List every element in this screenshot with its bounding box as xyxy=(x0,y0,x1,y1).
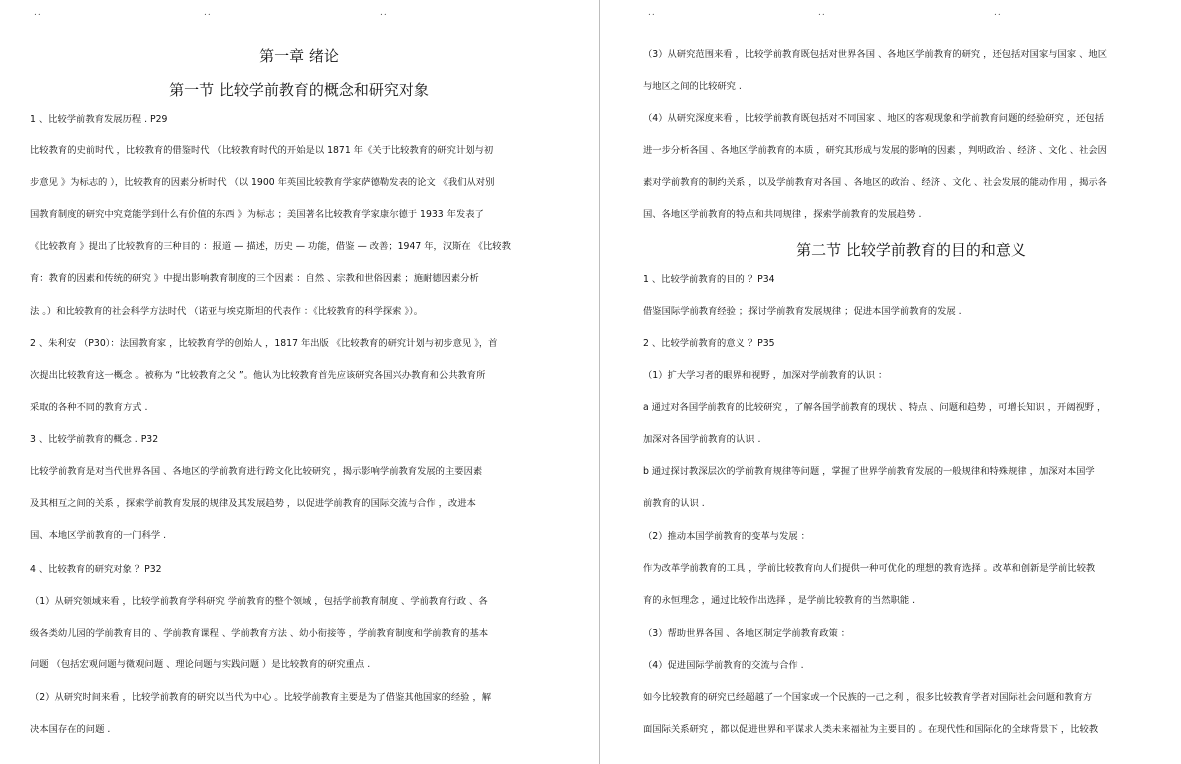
header-mark: .. xyxy=(204,8,212,18)
header-mark: .. xyxy=(994,8,1002,18)
document-page-right xyxy=(601,0,1181,764)
header-mark: .. xyxy=(818,8,826,18)
paragraph-line: a 通过对各国学前教育的比较研究 ，了解各国学前教育的现状 、特点 、问题和趋势 ，可增长知识 ，开阔视野 ， xyxy=(643,402,1107,413)
paragraph-line: （3）帮助世界各国 、各地区制定学前教育政策 ： xyxy=(643,628,851,639)
header-mark: .. xyxy=(380,8,388,18)
paragraph-line: 2 、朱利安 （P30）：法国教育家 ，比较教育学的创始人 ，1817 年出版 《比较教育的研究计划与初步意见 》，首 xyxy=(30,338,498,349)
paragraph-line: 3 、比较学前教育的概念 . P32 xyxy=(30,434,159,445)
paragraph-line: b 通过探讨教深层次的学前教育规律等问题 ，掌握了世界学前教育发展的一般规律和特殊规律 ，加深对本国学 xyxy=(643,466,1095,477)
paragraph-line: （4）从研究深度来看 ，比较学前教育既包括对不同国家 、地区的客观现象和学前教育问题的经验研究 ，还包括 xyxy=(643,113,1105,124)
paragraph-line: 问题 （包括宏观问题与微观问题 、理论问题与实践问题 ）是比较教育的研究重点 . xyxy=(30,659,371,670)
chapter-title: 第一章 绪论 xyxy=(259,47,339,65)
paragraph-line: （4）促进国际学前教育的交流与合作 . xyxy=(643,660,804,671)
paragraph-line: 进一步分析各国 、各地区学前教育的本质 ，研究其形成与发展的影响的因素 ，判明政治 、经济 、文化 、社会因 xyxy=(643,145,1107,156)
paragraph-line: 国教育制度的研究中究竟能学到什么有价值的东西 》为标志 ；美国著名比较教育学家康尔德于 1933 年发表了 xyxy=(30,209,484,220)
paragraph-line: 次提出比较教育这一概念 。被称为 “比较教育之父 ”。他认为比较教育首先应该研究各国兴办教育和公共教育所 xyxy=(30,370,486,381)
paragraph-line: 2 、比较学前教育的意义 ？P35 xyxy=(643,338,775,349)
paragraph-line: 法 。）和比较教育的社会科学方法时代 （诺亚与埃克斯坦的代表作 ：《比较教育的科学探索 》）。 xyxy=(30,306,423,317)
paragraph-line: 4 、比较教育的研究对象 ？P32 xyxy=(30,564,162,575)
paragraph-line: 《比较教育 》提出了比较教育的三种目的 ：报道 — 描述，历史 — 功能，借鉴 — 改善；1947 年，汉斯在 《比较教 xyxy=(30,241,511,252)
header-mark: .. xyxy=(648,8,656,18)
paragraph-line: 步意见 》为标志的 ），比较教育的因素分析时代 （以 1900 年英国比较教育学家萨德勒发表的论文 《我们从对别 xyxy=(30,177,495,188)
paragraph-line: （3）从研究范围来看 ，比较学前教育既包括对世界各国 、各地区学前教育的研究 ，还包括对国家与国家 、地区 xyxy=(643,49,1107,60)
paragraph-line: （2）从研究时间来看 ，比较学前教育的研究以当代为中心 。比较学前教育主要是为了借鉴其他国家的经验 ，解 xyxy=(30,692,492,703)
paragraph-line: 前教育的认识 . xyxy=(643,498,705,509)
paragraph-line: 借鉴国际学前教育经验 ；探讨学前教育发展规律 ；促进本国学前教育的发展 . xyxy=(643,306,962,317)
section-title: 第二节 比较学前教育的目的和意义 xyxy=(796,241,1026,259)
paragraph-line: 采取的各种不同的教育方式 . xyxy=(30,402,148,413)
paragraph-line: 加深对各国学前教育的认识 . xyxy=(643,434,761,445)
paragraph-line: 比较教育的史前时代 ，比较教育的借鉴时代 （比较教育时代的开始是以 1871 年《关于比较教育的研究计划与初 xyxy=(30,145,494,156)
paragraph-line: 面国际关系研究 ，都以促进世界和平谋求人类未来福祉为主要目的 。在现代性和国际化的全球背景下 ，比较教 xyxy=(643,724,1099,735)
paragraph-line: 比较学前教育是对当代世界各国 、各地区的学前教育进行跨文化比较研究 ，揭示影响学前教育发展的主要因素 xyxy=(30,466,483,477)
section-title: 第一节 比较学前教育的概念和研究对象 xyxy=(169,81,429,99)
paragraph-line: 育：教育的因素和传统的研究 》中提出影响教育制度的三个因素 ：自然 、宗教和世俗因素 ；施耐德因素分析 xyxy=(30,273,479,284)
paragraph-line: 1 、比较学前教育发展历程 . P29 xyxy=(30,114,168,125)
paragraph-line: （2）推动本国学前教育的变革与发展 ： xyxy=(643,531,810,542)
paragraph-line: 1 、比较学前教育的目的 ？P34 xyxy=(643,274,775,285)
paragraph-line: 级各类幼儿园的学前教育目的 、学前教育课程 、学前教育方法 、幼小衔接等 ，学前教育制度和学前教育的基本 xyxy=(30,628,489,639)
paragraph-line: 国、本地区学前教育的一门科学 . xyxy=(30,530,167,541)
paragraph-line: 素对学前教育的制约关系 ，以及学前教育对各国 、各地区的政治 、经济 、文化 、社会发展的能动作用 ，揭示各 xyxy=(643,177,1107,188)
paragraph-line: 决本国存在的问题 . xyxy=(30,724,111,735)
paragraph-line: 育的永恒理念 ，通过比较作出选择 ，是学前比较教育的当然职能 . xyxy=(643,595,916,606)
header-mark: .. xyxy=(34,8,42,18)
paragraph-line: （1）从研究领域来看 ，比较学前教育学科研究 学前教育的整个领域 ，包括学前教育制度 、学前教育行政 、各 xyxy=(30,596,488,607)
paragraph-line: 作为改革学前教育的工具 ，学前比较教育向人们提供一种可优化的理想的教育选择 。改革和创新是学前比较教 xyxy=(643,563,1096,574)
paragraph-line: 国、各地区学前教育的特点和共同规律 ，探索学前教育的发展趋势 . xyxy=(643,209,922,220)
paragraph-line: 及其相互之间的关系 ，探索学前教育发展的规律及其发展趋势 ，以促进学前教育的国际交流与合作 ，改进本 xyxy=(30,498,476,509)
page-divider xyxy=(599,0,600,764)
paragraph-line: 如今比较教育的研究已经超越了一个国家或一个民族的一己之利 ，很多比较教育学者对国际社会问题和教育方 xyxy=(643,692,1093,703)
paragraph-line: （1）扩大学习者的眼界和视野 ，加深对学前教育的认识 ： xyxy=(643,370,888,381)
paragraph-line: 与地区之间的比较研究 . xyxy=(643,81,742,92)
